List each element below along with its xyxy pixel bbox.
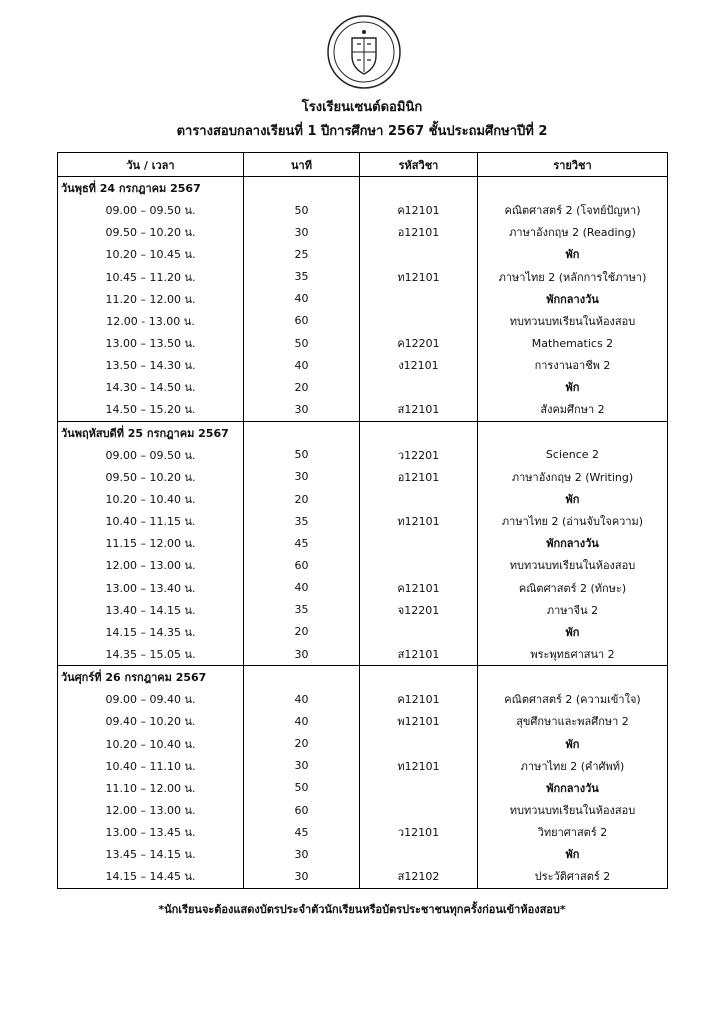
time-cell: 10.20 – 10.45 น. [58,243,244,265]
table-row [58,843,668,865]
document-title: ตารางสอบกลางเรียนที่ 1 ปีการศึกษา 2567 ชั้นประถมศึกษาปีที่ 2 [176,124,548,139]
table-row [58,554,668,576]
time-cell: 12.00 – 13.00 น. [58,799,244,821]
table-row [58,221,668,243]
subject-cell: สังคมศึกษา 2 [478,398,668,421]
time-cell: 14.35 – 15.05 น. [58,643,244,666]
table-row [58,466,668,488]
subject-cell: พักกลางวัน [478,532,668,554]
time-cell: 09.00 – 09.40 น. [58,688,244,710]
minutes-cell: 40 [244,710,360,732]
time-cell: 09.00 – 09.50 น. [58,199,244,221]
time-cell: 11.20 – 12.00 น. [58,288,244,310]
subject-cell: ทบทวนบทเรียนในห้องสอบ [478,310,668,332]
header-minutes: นาที [244,153,360,177]
table-row [58,688,668,710]
minutes-cell: 45 [244,532,360,554]
subject-cell: วิทยาศาสตร์ 2 [478,821,668,843]
table-row [58,643,668,666]
minutes-cell: 20 [244,376,360,398]
subject-code-cell: ค12101 [360,577,478,599]
table-row [58,777,668,799]
subject-cell: ประวัติศาสตร์ 2 [478,865,668,888]
minutes-cell: 50 [244,444,360,466]
table-row [58,398,668,421]
subject-cell: คณิตศาสตร์ 2 (โจทย์ปัญหา) [478,199,668,221]
time-cell: 13.45 – 14.15 น. [58,843,244,865]
time-cell: 13.40 – 14.15 น. [58,599,244,621]
empty-cell [360,177,478,200]
subject-cell: การงานอาชีพ 2 [478,354,668,376]
minutes-cell: 40 [244,354,360,376]
time-cell: 14.15 – 14.45 น. [58,865,244,888]
subject-cell: พัก [478,733,668,755]
time-cell: 10.40 – 11.15 น. [58,510,244,532]
day-header-row [58,666,668,689]
subject-code-cell [360,243,478,265]
time-cell: 09.50 – 10.20 น. [58,466,244,488]
table-row [58,266,668,288]
subject-code-cell: ส12101 [360,643,478,666]
school-name: โรงเรียนเซนต์ดอมินิก [301,100,423,115]
subject-code-cell: ค12201 [360,332,478,354]
minutes-cell: 20 [244,488,360,510]
subject-code-cell: พ12101 [360,710,478,732]
table-row [58,510,668,532]
time-cell: 10.20 – 10.40 น. [58,733,244,755]
table-row [58,310,668,332]
minutes-cell: 30 [244,843,360,865]
minutes-cell: 30 [244,643,360,666]
time-cell: 14.30 – 14.50 น. [58,376,244,398]
day-label: วันศุกร์ที่ 26 กรกฎาคม 2567 [58,666,244,689]
time-cell: 10.40 – 11.10 น. [58,755,244,777]
subject-code-cell: ส12101 [360,398,478,421]
table-header-row [58,153,668,177]
day-label: วันพฤหัสบดีที่ 25 กรกฎาคม 2567 [58,421,244,444]
minutes-cell: 30 [244,221,360,243]
table-row [58,733,668,755]
time-cell: 09.40 – 10.20 น. [58,710,244,732]
subject-code-cell: อ12101 [360,466,478,488]
subject-code-cell: ส12102 [360,865,478,888]
subject-cell: ทบทวนบทเรียนในห้องสอบ [478,554,668,576]
time-cell: 13.00 – 13.40 น. [58,577,244,599]
table-row [58,332,668,354]
empty-cell [360,421,478,444]
table-row [58,821,668,843]
subject-code-cell [360,621,478,643]
subject-cell: สุขศึกษาและพลศึกษา 2 [478,710,668,732]
subject-cell: พัก [478,488,668,510]
subject-code-cell [360,843,478,865]
subject-code-cell: ท12101 [360,266,478,288]
minutes-cell: 50 [244,332,360,354]
table-row [58,599,668,621]
subject-code-cell: ง12101 [360,354,478,376]
table-row [58,577,668,599]
minutes-cell: 60 [244,310,360,332]
time-cell: 09.00 – 09.50 น. [58,444,244,466]
table-row [58,532,668,554]
subject-cell: ภาษาไทย 2 (อ่านจับใจความ) [478,510,668,532]
subject-cell: ภาษาอังกฤษ 2 (Reading) [478,221,668,243]
minutes-cell: 20 [244,733,360,755]
subject-code-cell: ท12101 [360,510,478,532]
subject-code-cell [360,532,478,554]
minutes-cell: 40 [244,688,360,710]
table-row [58,199,668,221]
minutes-cell: 40 [244,577,360,599]
school-logo [326,14,402,90]
minutes-cell: 30 [244,755,360,777]
subject-cell: พักกลางวัน [478,777,668,799]
subject-code-cell: ค12101 [360,688,478,710]
header-subject: รายวิชา [478,153,668,177]
table-row [58,755,668,777]
empty-cell [244,177,360,200]
subject-code-cell [360,288,478,310]
table-row [58,621,668,643]
minutes-cell: 35 [244,599,360,621]
minutes-cell: 35 [244,510,360,532]
minutes-cell: 35 [244,266,360,288]
exam-schedule-table [57,152,668,889]
subject-cell: ภาษาอังกฤษ 2 (Writing) [478,466,668,488]
footer-note: *นักเรียนจะต้องแสดงบัตรประจำตัวนักเรียนหรือบัตรประชาชนทุกครั้งก่อนเข้าห้องสอบ* [158,903,566,916]
minutes-cell: 45 [244,821,360,843]
table-row [58,799,668,821]
subject-cell: คณิตศาสตร์ 2 (ทักษะ) [478,577,668,599]
empty-cell [244,666,360,689]
minutes-cell: 60 [244,799,360,821]
day-header-row [58,177,668,200]
time-cell: 12.00 – 13.00 น. [58,554,244,576]
empty-cell [360,666,478,689]
minutes-cell: 60 [244,554,360,576]
subject-code-cell [360,733,478,755]
time-cell: 14.50 – 15.20 น. [58,398,244,421]
minutes-cell: 40 [244,288,360,310]
subject-code-cell: ท12101 [360,755,478,777]
subject-cell: ภาษาไทย 2 (หลักการใช้ภาษา) [478,266,668,288]
subject-cell: พัก [478,243,668,265]
header-subject-code: รหัสวิชา [360,153,478,177]
time-cell: 10.20 – 10.40 น. [58,488,244,510]
day-label: วันพุธที่ 24 กรกฎาคม 2567 [58,177,244,200]
subject-cell: Mathematics 2 [478,332,668,354]
subject-code-cell [360,799,478,821]
time-cell: 11.15 – 12.00 น. [58,532,244,554]
empty-cell [478,421,668,444]
subject-cell: ภาษาจีน 2 [478,599,668,621]
table-row [58,288,668,310]
time-cell: 12.00 - 13.00 น. [58,310,244,332]
table-row [58,243,668,265]
minutes-cell: 50 [244,199,360,221]
subject-cell: พระพุทธศาสนา 2 [478,643,668,666]
time-cell: 11.10 – 12.00 น. [58,777,244,799]
minutes-cell: 20 [244,621,360,643]
subject-code-cell [360,777,478,799]
time-cell: 10.45 – 11.20 น. [58,266,244,288]
subject-code-cell: จ12201 [360,599,478,621]
subject-code-cell [360,488,478,510]
subject-code-cell: ว12101 [360,821,478,843]
time-cell: 09.50 – 10.20 น. [58,221,244,243]
time-cell: 14.15 – 14.35 น. [58,621,244,643]
subject-cell: ทบทวนบทเรียนในห้องสอบ [478,799,668,821]
time-cell: 13.00 – 13.45 น. [58,821,244,843]
table-row [58,354,668,376]
subject-cell: พัก [478,376,668,398]
minutes-cell: 30 [244,865,360,888]
table-row [58,376,668,398]
table-row [58,865,668,888]
subject-cell: ภาษาไทย 2 (คำศัพท์) [478,755,668,777]
minutes-cell: 30 [244,398,360,421]
subject-code-cell [360,554,478,576]
time-cell: 13.50 – 14.30 น. [58,354,244,376]
subject-cell: พัก [478,843,668,865]
subject-cell: พักกลางวัน [478,288,668,310]
subject-code-cell [360,376,478,398]
subject-code-cell: ค12101 [360,199,478,221]
table-row [58,710,668,732]
empty-cell [478,177,668,200]
subject-cell: Science 2 [478,444,668,466]
subject-cell: คณิตศาสตร์ 2 (ความเข้าใจ) [478,688,668,710]
minutes-cell: 30 [244,466,360,488]
minutes-cell: 25 [244,243,360,265]
subject-code-cell: อ12101 [360,221,478,243]
table-row [58,444,668,466]
subject-code-cell: ว12201 [360,444,478,466]
subject-code-cell [360,310,478,332]
day-header-row [58,421,668,444]
subject-cell: พัก [478,621,668,643]
minutes-cell: 50 [244,777,360,799]
schedule-body [58,177,668,889]
empty-cell [244,421,360,444]
header-day-time: วัน / เวลา [58,153,244,177]
time-cell: 13.00 – 13.50 น. [58,332,244,354]
table-row [58,488,668,510]
empty-cell [478,666,668,689]
